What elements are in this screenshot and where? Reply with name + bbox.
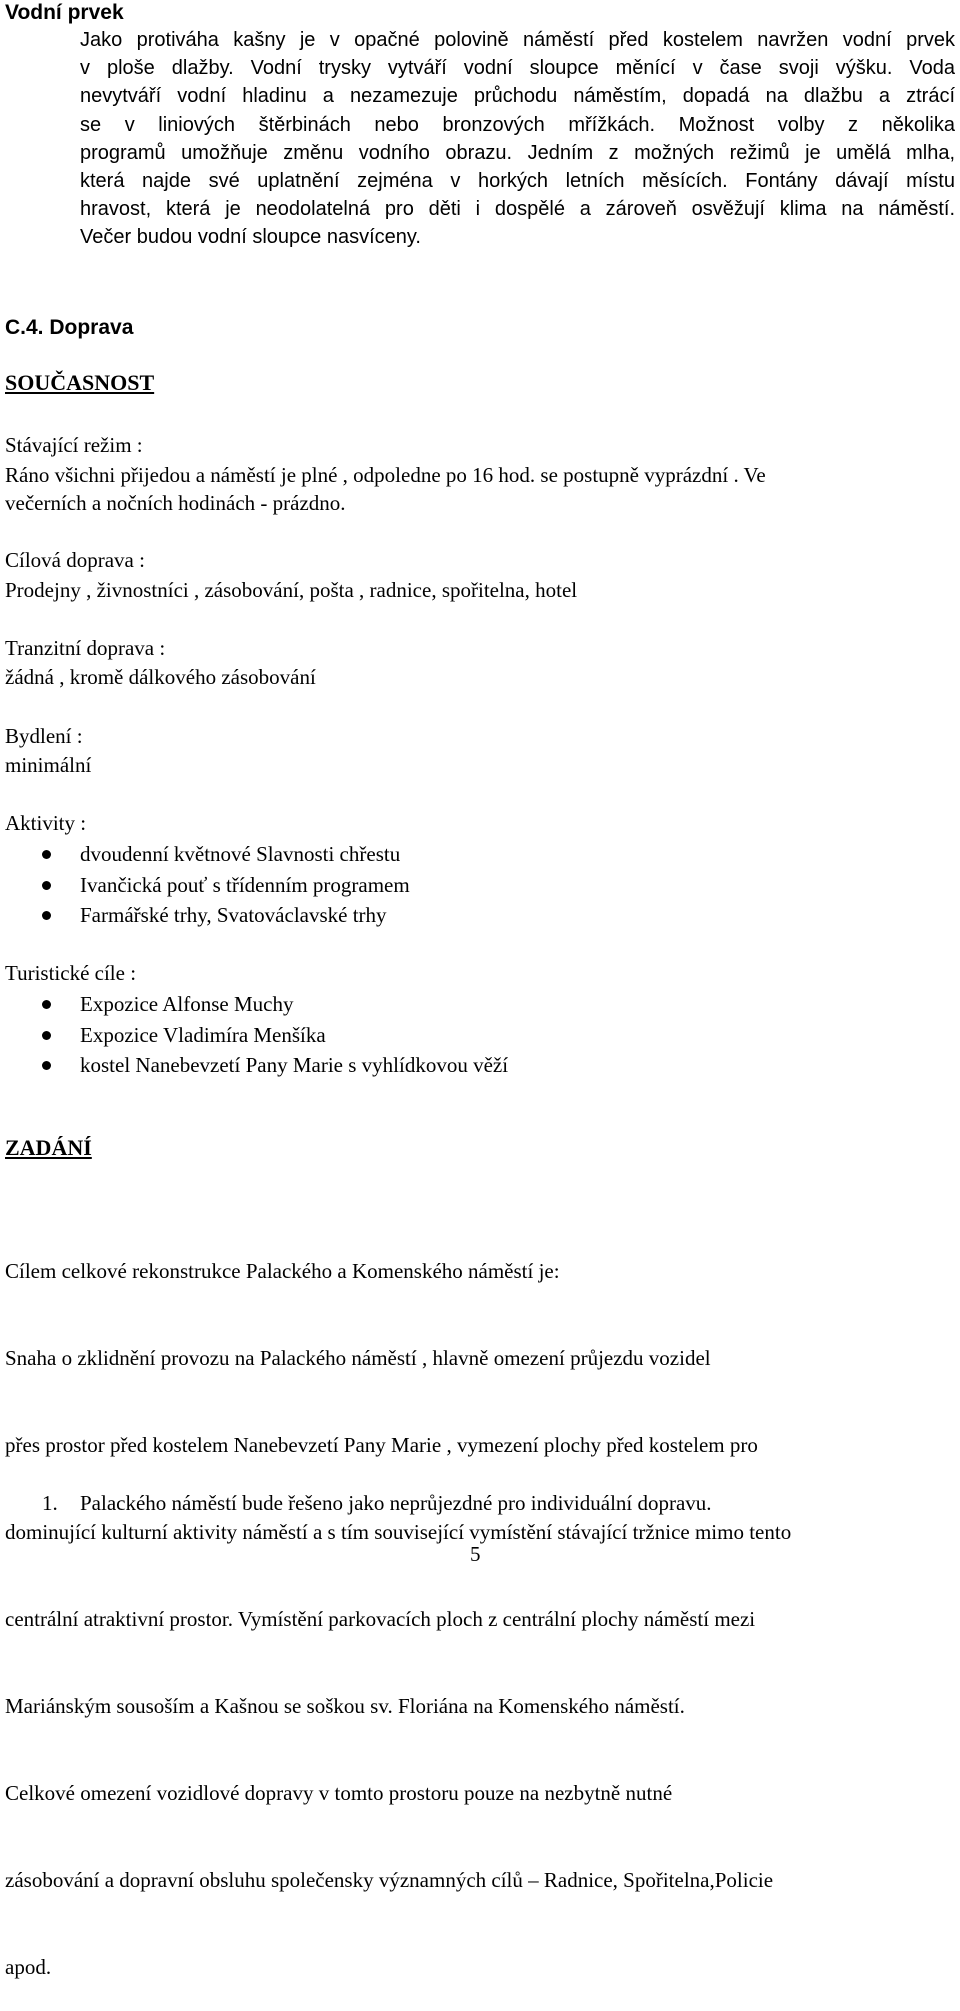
paragraph-line: zásobování a dopravní obsluhu společensky významných cílů – Radnice, Spořitelna,Policie bbox=[5, 1868, 774, 1892]
activities-list bbox=[0, 839, 410, 931]
water-feature-title: Vodní prvek bbox=[5, 1, 124, 24]
housing-text: minimální bbox=[5, 753, 92, 777]
paragraph-line: která najde své uplatnění zejména v horkých letních měsících. Fontány dávají místu bbox=[80, 169, 955, 192]
paragraph-line: programů umožňuje změnu vodního obrazu. Jedním z možných režimů je umělá mlha, bbox=[80, 141, 955, 164]
assignment-paragraph bbox=[5, 1199, 952, 2011]
list-item: dvoudenní květnové Slavnosti chřestu bbox=[0, 839, 410, 870]
paragraph-line: se v liniových štěrbinách nebo bronzových mřížkách. Možnost volby z několika bbox=[80, 113, 955, 136]
housing-label: Bydlení : bbox=[5, 724, 83, 748]
bullet-icon bbox=[42, 850, 51, 859]
target-traffic-label: Cílová doprava : bbox=[5, 548, 145, 572]
paragraph-line: Večer budou vodní sloupce nasvíceny. bbox=[80, 226, 421, 249]
target-traffic-text: Prodejny , živnostníci , zásobování, pošta , radnice, spořitelna, hotel bbox=[5, 578, 578, 602]
list-item: Farmářské trhy, Svatováclavské trhy bbox=[0, 900, 410, 931]
tourist-goals-label: Turistické cíle : bbox=[5, 961, 137, 985]
current-regime-label: Stávající režim : bbox=[5, 433, 143, 457]
tourist-goals-list bbox=[0, 989, 508, 1081]
list-item: Expozice Alfonse Muchy bbox=[0, 989, 508, 1020]
current-regime-line: Ráno všichni přijedou a náměstí je plné , odpoledne po 16 hod. se postupně vyprázdní . Ve bbox=[5, 463, 766, 487]
paragraph-line: nevytváří vodní hladinu a nezamezuje průchodu náměstím, dopadá na dlažbu a ztrácí bbox=[80, 85, 955, 108]
paragraph-line: přes prostor před kostelem Nanebevzetí Pany Marie , vymezení plochy před kostelem pro bbox=[5, 1433, 758, 1457]
activities-label: Aktivity : bbox=[5, 811, 87, 835]
bullet-icon bbox=[42, 911, 51, 920]
list-item: Expozice Vladimíra Menšíka bbox=[0, 1020, 508, 1051]
list-item: Ivančická pouť s třídenním programem bbox=[0, 870, 410, 901]
paragraph-line: Cílem celkové rekonstrukce Palackého a Komenského náměstí je: bbox=[5, 1259, 560, 1283]
paragraph-line: Mariánským sousoším a Kašnou se soškou sv. Floriána na Komenského náměstí. bbox=[5, 1694, 685, 1718]
bullet-icon bbox=[42, 1000, 51, 1009]
transit-traffic-text: žádná , kromě dálkového zásobování bbox=[5, 665, 316, 689]
paragraph-line: centrální atraktivní prostor. Vymístění parkovacích ploch z centrální plochy náměstí mezi bbox=[5, 1607, 756, 1631]
paragraph-line: v ploše dlažby. Vodní trysky vytváří vodní sloupce měnící v čase svoji výšku. Voda bbox=[80, 57, 955, 80]
bullet-icon bbox=[42, 881, 51, 890]
current-state-heading: SOUČASNOST bbox=[5, 370, 155, 395]
bullet-icon bbox=[42, 1061, 51, 1070]
paragraph-line: Celkové omezení vozidlové dopravy v tomto prostoru pouze na nezbytně nutné bbox=[5, 1781, 673, 1805]
assignment-heading: ZADÁNÍ bbox=[5, 1135, 92, 1160]
paragraph-line: apod. bbox=[5, 1955, 52, 1979]
numbered-item-text: Palackého náměstí bude řešeno jako neprůjezdné pro individuální dopravu. bbox=[80, 1491, 712, 1515]
transit-traffic-label: Tranzitní doprava : bbox=[5, 636, 166, 660]
paragraph-line: Jako protiváha kašny je v opačné polovině náměstí před kostelem navržen vodní prvek bbox=[80, 29, 955, 51]
numbered-item-number: 1. bbox=[42, 1491, 58, 1515]
section-title: C.4. Doprava bbox=[5, 316, 134, 339]
bullet-icon bbox=[42, 1031, 51, 1040]
current-regime-line: večerních a nočních hodinách - prázdno. bbox=[5, 491, 346, 515]
page-number: 5 bbox=[470, 1542, 481, 1566]
paragraph-line: Snaha o zklidnění provozu na Palackého náměstí , hlavně omezení průjezdu vozidel bbox=[5, 1346, 711, 1370]
water-feature-paragraph bbox=[80, 26, 955, 252]
paragraph-line: dominující kulturní aktivity náměstí a s tím související vymístění stávající tržnice mimo tento bbox=[5, 1520, 792, 1544]
paragraph-line: hravost, která je neodolatelná pro děti i dospělé a zároveň osvěžují klima na náměstí. bbox=[80, 198, 955, 221]
list-item: kostel Nanebevzetí Pany Marie s vyhlídkovou věží bbox=[0, 1050, 508, 1081]
